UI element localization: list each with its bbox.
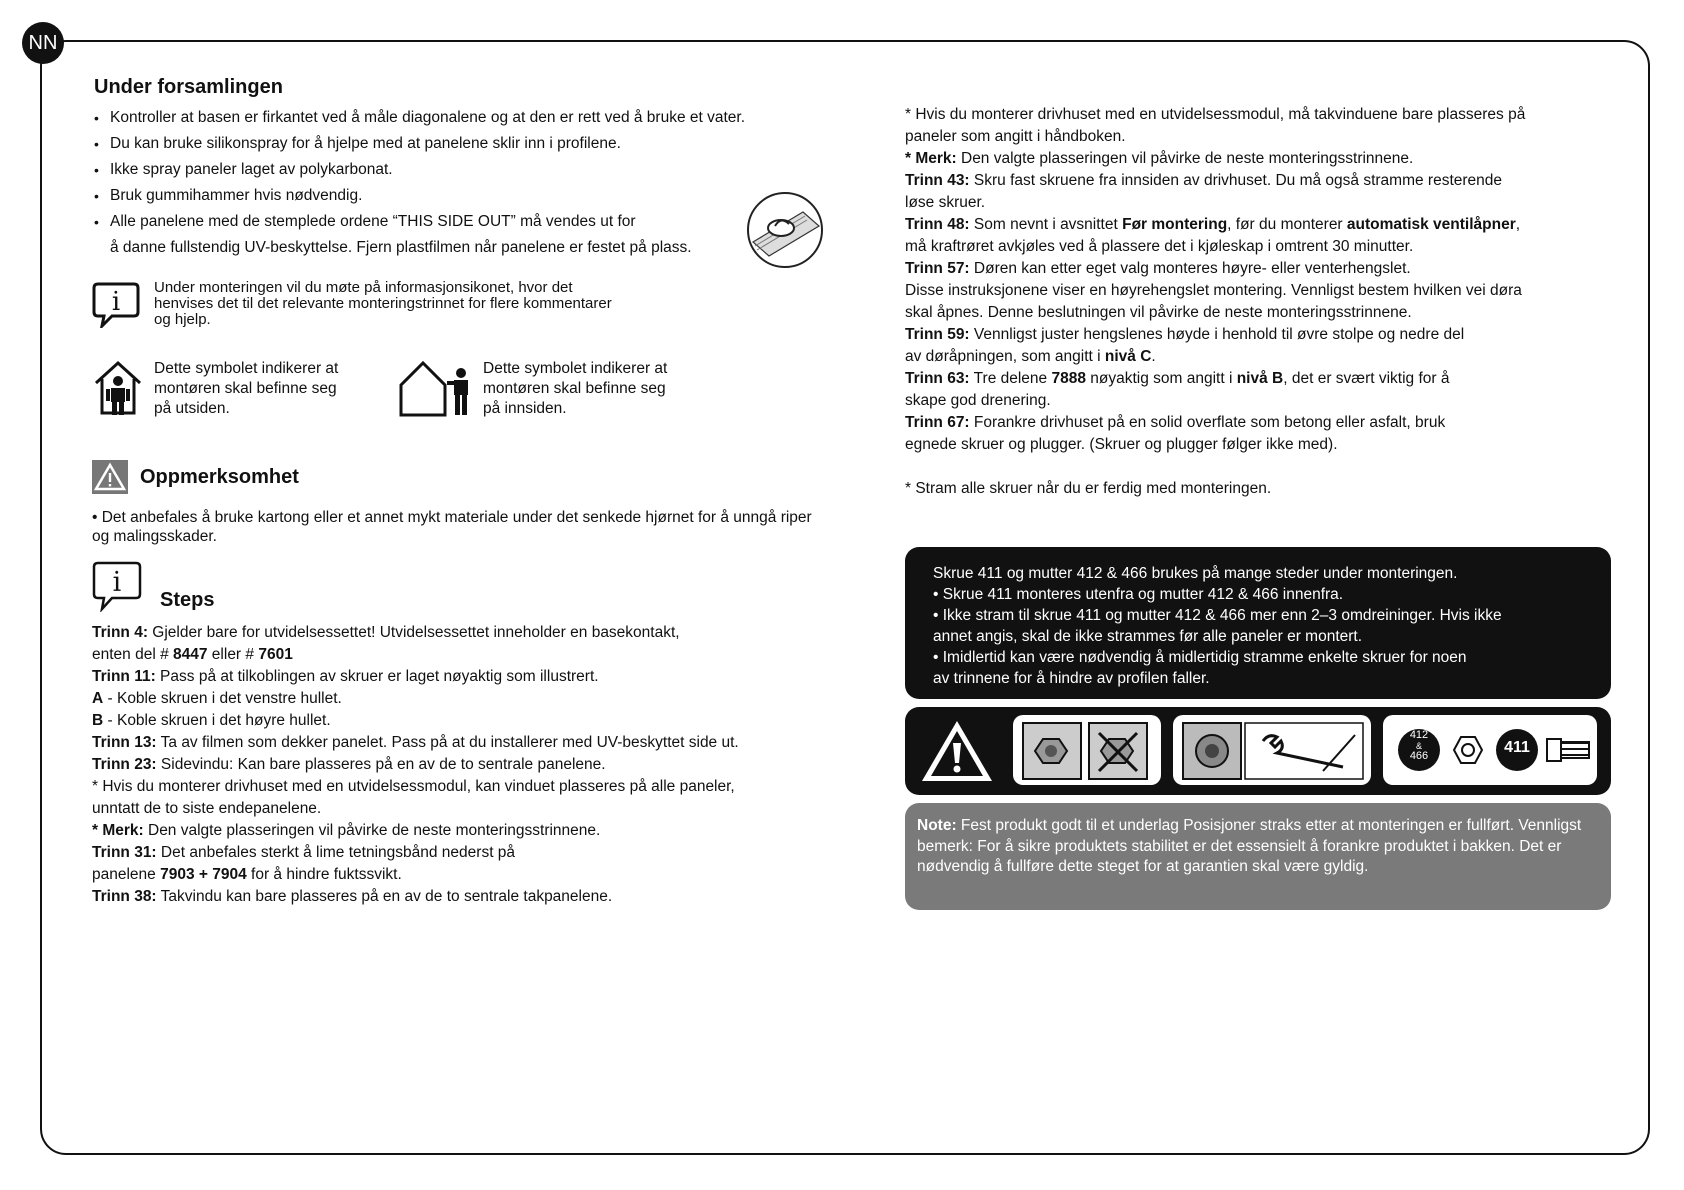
step-23-note-line-2: unntatt de to siste endepanelene. xyxy=(92,800,322,817)
list-item: • Bruk gummihammer hvis nødvendig. xyxy=(92,183,832,209)
nut-screw-icon xyxy=(1013,715,1161,785)
outside-symbol xyxy=(92,359,397,419)
step-23-note: * Hvis du monterer drivhuset med en utvidelsessmodul, kan vinduet plasseres på alle paneler, xyxy=(92,778,735,795)
wrench-panel xyxy=(1173,715,1371,785)
screw-info-line: av trinnene for å hindre av profilen faller. xyxy=(933,670,1210,687)
caution-section xyxy=(92,460,812,546)
step-11-b: B - Koble skruen i det høyre hullet. xyxy=(92,712,331,729)
note-label: Note: xyxy=(917,817,957,834)
step-67: Trinn 67: Forankre drivhuset på en solid overflate som betong eller asfalt, bruk xyxy=(905,414,1446,431)
roof-window-note: * Hvis du monterer drivhuset med en utvidelsessmodul, må takvinduene bare plasseres på xyxy=(905,106,1526,123)
assembly-bullets xyxy=(92,105,832,261)
roof-window-note-line-2: paneler som angitt i håndboken. xyxy=(905,128,1126,145)
screw-info-line: annet angis, skal de ikke strammes før alle paneler er montert. xyxy=(933,628,1363,645)
steps-text xyxy=(92,622,832,908)
nut-label-466: 466 xyxy=(1409,750,1429,762)
step-31-line-2: panelene 7903 + 7904 for å hindre fuktssvikt. xyxy=(92,866,402,883)
list-item: • Du kan bruke silikonspray for å hjelpe med at panelene sklir inn i profilene. xyxy=(92,131,832,157)
screw-info-line: • Imidlertid kan være nødvendig å midlertidig stramme enkelte skruer for noen xyxy=(933,649,1467,666)
list-item xyxy=(92,209,832,261)
list-item: • Kontroller at basen er firkantet ved å måle diagonalene og at den er rett ved å bruke et vater. xyxy=(92,105,832,131)
final-note: * Stram alle skruer når du er ferdig med monteringen. xyxy=(905,480,1272,497)
screw-info-box xyxy=(905,547,1611,699)
fastener-icons-strip xyxy=(905,707,1611,795)
info-legend xyxy=(92,280,614,328)
right-column xyxy=(905,104,1617,500)
step-4-line-2: enten del # 8447 eller # 7601 xyxy=(92,646,293,663)
assembly-title: Under forsamlingen xyxy=(94,76,283,98)
svg-text:i: i xyxy=(111,287,121,317)
screw-info-line: • Ikke stram til skrue 411 og mutter 412 & 466 mer enn 2–3 omdreininger. Hvis ikke xyxy=(933,607,1502,624)
screw-info-line: Skrue 411 og mutter 412 & 466 brukes på mange steder under monteringen. xyxy=(933,565,1458,582)
uv-line-2: å danne fullstendig UV-beskyttelse. Fjern plastfilmen når panelene er festet på plass. xyxy=(110,239,692,256)
outside-symbol-text: Dette symbolet indikerer at montøren skal befinne seg på utsiden. xyxy=(154,360,339,417)
screw-label-411: 411 xyxy=(1504,739,1530,756)
step-23-merk: * Merk: Den valgte plasseringen vil påvirke de neste monteringsstrinnene. xyxy=(92,822,601,839)
steps-section xyxy=(92,560,214,612)
merk-note: * Merk: Den valgte plasseringen vil påvirke de neste monteringsstrinnene. xyxy=(905,150,1414,167)
step-4: Trinn 4: Gjelder bare for utvidelsessettet! Utvidelsessettet inneholder en basekontakt, xyxy=(92,624,680,641)
note-box xyxy=(905,803,1611,910)
inside-person-icon xyxy=(397,359,473,417)
warning-triangle-icon xyxy=(919,717,995,785)
step-59: Trinn 59: Vennligst juster hengslenes høyde i henhold til øvre stolpe og nedre del xyxy=(905,326,1465,343)
step-11: Trinn 11: Pass på at tilkoblingen av skruer er laget nøyaktig som illustrert. xyxy=(92,668,599,685)
svg-text:i: i xyxy=(112,567,122,598)
screw-info-line: • Skrue 411 monteres utenfra og mutter 412 & 466 innenfra. xyxy=(933,586,1344,603)
step-63-line-2: skape god drenering. xyxy=(905,392,1051,409)
language-badge: NN xyxy=(22,22,64,64)
warning-icon xyxy=(92,460,128,494)
list-item: • Ikke spray paneler laget av polykarbonat. xyxy=(92,157,832,183)
step-67-line-2: egnede skruer og plugger. (Skruer og plugger følger ikke med). xyxy=(905,436,1338,453)
step-11-a: A - Koble skruen i det venstre hullet. xyxy=(92,690,342,707)
step-63: Trinn 63: Tre delene 7888 nøyaktig som angitt i nivå B, det er svært viktig for å xyxy=(905,370,1450,387)
left-column xyxy=(92,76,832,905)
step-59-line-2: av døråpningen, som angitt i nivå C. xyxy=(905,348,1156,365)
step-57: Trinn 57: Døren kan etter eget valg monteres høyre- eller venterhengslet. xyxy=(905,260,1411,277)
caution-text: • Det anbefales å bruke kartong eller et annet mykt materiale under det senkede hjørnet for å unngå riper og malingsskader. xyxy=(92,509,812,545)
nut-tighten-panel xyxy=(1013,715,1161,785)
step-13: Trinn 13: Ta av filmen som dekker panelet. Pass på at du installerer med UV-beskyttet side ut. xyxy=(92,734,739,751)
info-icon xyxy=(92,560,142,612)
wrench-icon xyxy=(1173,715,1371,785)
fastener-parts-panel xyxy=(1383,715,1597,785)
step-43: Trinn 43: Skru fast skruene fra innsiden av drivhuset. Du må også stramme resterende xyxy=(905,172,1503,189)
step-48-line-2: må kraftrøret avkjøles ved å plassere det i kjøleskap i omtrent 30 minutter. xyxy=(905,238,1414,255)
uv-line-1: Alle panelene med de stemplede ordene “THIS SIDE OUT” må vendes ut for xyxy=(110,213,636,230)
inside-symbol-text: Dette symbolet indikerer at montøren skal befinne seg på innsiden. xyxy=(483,360,668,417)
nut-label-amp: & xyxy=(1415,741,1422,751)
step-43-line-2: løse skruer. xyxy=(905,194,986,211)
inside-symbol xyxy=(397,359,702,419)
panel-film-icon xyxy=(745,190,825,270)
note-text: Fest produkt godt til et underlag Posisjoner straks etter at monteringen er fullført. Vennligst bemerk: For å sikre produktets stabilitet er det essensielt å forankre produktet i bakken. Det er nødvendig å fullføre dette steget for at garantien skal være gyldig. xyxy=(917,817,1582,875)
steps-title: Steps xyxy=(160,589,215,611)
info-icon xyxy=(92,280,140,328)
step-23: Trinn 23: Sidevindu: Kan bare plasseres på en av de to sentrale panelene. xyxy=(92,756,606,773)
step-38: Trinn 38: Takvindu kan bare plasseres på en av de to sentrale takpanelene. xyxy=(92,888,613,905)
outside-person-icon xyxy=(92,359,144,417)
step-57-line-2: Disse instruksjonene viser en høyrehengslet montering. Vennligst bestem hvilken vei døra xyxy=(905,282,1522,299)
nut-label-412: 412 xyxy=(1409,729,1429,741)
position-symbols xyxy=(92,359,702,419)
step-48: Trinn 48: Som nevnt i avsnittet Før montering, før du monterer automatisk ventilåpner, xyxy=(905,216,1521,233)
step-31: Trinn 31: Det anbefales sterkt å lime tetningsbånd nederst på xyxy=(92,844,516,861)
caution-title: Oppmerksomhet xyxy=(140,465,299,488)
step-57-line-3: skal åpnes. Denne beslutningen vil påvirke de neste monteringsstrinnene. xyxy=(905,304,1412,321)
info-legend-text: Under monteringen vil du møte på informasjonsikonet, hvor det henvises det til det relevante monteringstrinnet for flere kommentarer og hjelp. xyxy=(154,279,612,328)
